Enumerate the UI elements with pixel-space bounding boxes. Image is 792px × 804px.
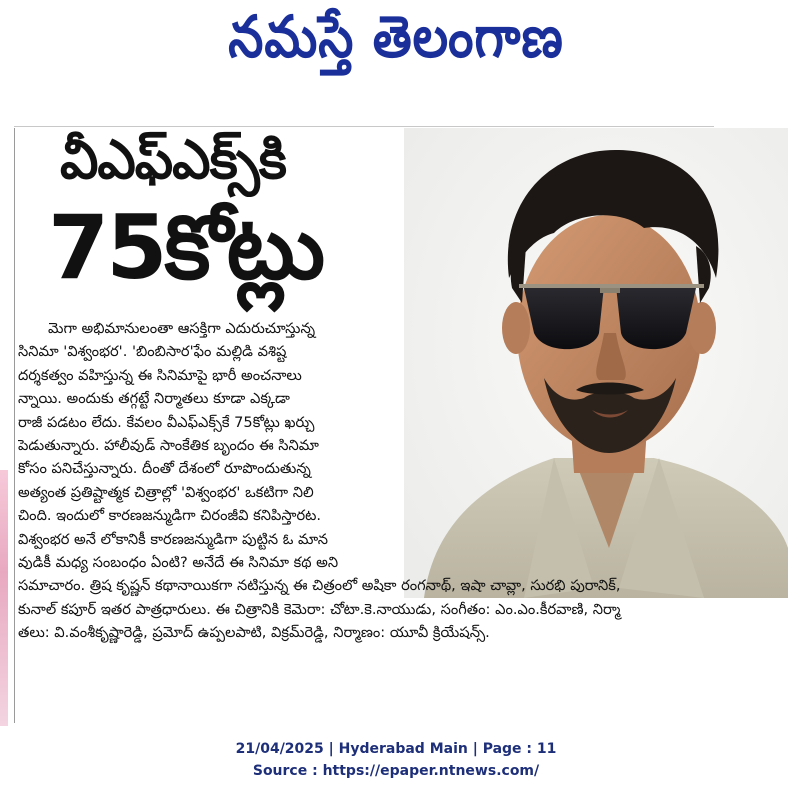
body-line: దర్శకత్వం వహిస్తున్న ఈ సినిమాపై భారీ అంచనాలు <box>18 366 302 384</box>
body-line: పెడుతున్నారు. హాలీవుడ్ సాంకేతిక బృందం ఈ సినిమా <box>18 437 319 455</box>
footer <box>0 738 792 782</box>
body-line: చింది. ఇందులో కారణజన్ముడిగా చిరంజీవి కనిపిస్తారట. <box>18 507 322 525</box>
body-line: కునాల్ కపూర్ ఇతర పాత్రధారులు. ఈ చిత్రానికి కెమెరా: చోటా.కె.నాయుడు, సంగీతం: ఎం.ఎం.కీరవాణి, నిర్మా <box>18 600 621 618</box>
body-line: తలు: వి.వంశీకృష్ణారెడ్డి, ప్రమోద్ ఉప్పలపాటి, విక్రమ్‌రెడ్డి, నిర్మాణం: యూవీ క్రియేషన్స్. <box>18 624 490 642</box>
body-line: మెగా అభిమానులంతా ఆసక్తిగా ఎదురుచూస్తున్న <box>48 320 316 337</box>
adjacent-clipping-edge <box>0 470 8 726</box>
body-line: న్నాయి. అందుకు తగ్గట్టే నిర్మాతలు కూడా ఎక్కడా <box>18 390 290 408</box>
column-rule <box>14 128 15 723</box>
body-line: సినిమా 'విశ్వంభర'. 'బింబిసార'ఫేం మల్లిడి వశిష్ట <box>18 343 287 361</box>
body-line: వుడికీ మధ్య సంబంధం ఏంటి? అనేదే ఈ సినిమా కథ అని <box>18 554 339 572</box>
body-line: విశ్వంభర అనే లోకానికీ కారణజన్ముడిగా పుట్టిన ఓ మాన <box>18 530 328 548</box>
body-line: సమాచారం. త్రిష కృష్ణన్ కథానాయికగా నటిస్తున్న ఈ చిత్రంలో అషికా రంగనాథ్, ఇషా చావ్లా, సురభి పురానిక్, <box>18 577 621 595</box>
headline-line-1: వీఎఫ్ఎక్స్‌కి <box>60 128 286 191</box>
body-line: కోసం పనిచేస్తున్నారు. దీంతో దేశంలో రూపొందుతున్న <box>18 460 311 478</box>
masthead-title: నమస్తే తెలంగాణ <box>228 3 564 70</box>
body-line: అత్యంత ప్రతిష్టాత్మక చిత్రాల్లో 'విశ్వంభర' ఒకటిగా నిలి <box>18 483 314 501</box>
body-line: రాజీ పడటం లేదు. కేవలం వీఎఫ్ఎక్స్‌కే 75కోట్లు ఖర్చు <box>18 413 315 431</box>
article-body <box>18 317 770 645</box>
headline-line-2: 75కోట్లు <box>48 196 323 299</box>
source-link[interactable]: Source : https://epaper.ntnews.com/ <box>252 763 540 779</box>
top-rule <box>14 126 714 127</box>
edition-meta: 21/04/2025 | Hyderabad Main | Page : 11 <box>235 741 557 757</box>
masthead <box>0 0 792 88</box>
